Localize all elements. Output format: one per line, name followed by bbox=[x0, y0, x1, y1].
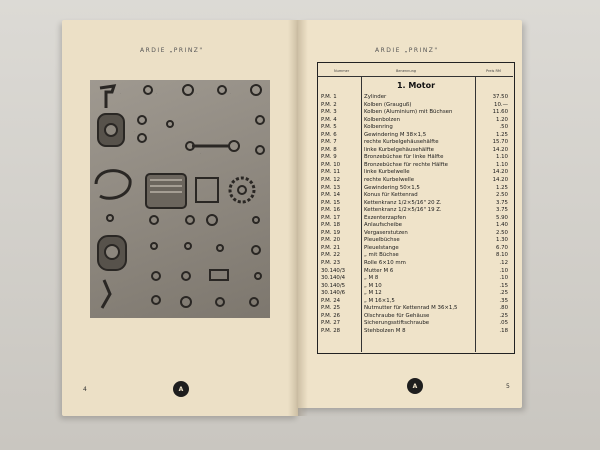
part-price: .10 bbox=[499, 275, 508, 282]
part-description: Anlaufscheibe bbox=[364, 222, 402, 229]
part-number: P.M. 1 bbox=[321, 94, 337, 100]
table-row bbox=[318, 328, 512, 336]
parts-photo-plate bbox=[90, 80, 270, 318]
table-row bbox=[318, 290, 512, 298]
svg-text:·: · bbox=[120, 91, 121, 95]
part-description: Gewindering M 38×1,5 bbox=[364, 131, 427, 138]
part-number: P.M. 27 bbox=[321, 320, 341, 327]
part-price: 8.10 bbox=[495, 252, 508, 259]
part-price: 1.10 bbox=[495, 154, 508, 161]
table-row bbox=[318, 94, 512, 102]
ardie-logo: A bbox=[173, 381, 189, 397]
part-price: 2.50 bbox=[495, 192, 508, 199]
part-price: 1.20 bbox=[495, 116, 508, 123]
table-row bbox=[318, 102, 512, 110]
part-price: 14.20 bbox=[492, 146, 508, 153]
table-row bbox=[318, 252, 512, 260]
part-price: .10 bbox=[499, 267, 508, 274]
part-price: 1.10 bbox=[495, 161, 508, 168]
part-number: P.M. 19 bbox=[321, 229, 341, 236]
table-row bbox=[318, 109, 512, 117]
part-price: 15.70 bbox=[492, 139, 508, 146]
part-number: P.M. 21 bbox=[321, 244, 341, 251]
part-description: Vergaserstutzen bbox=[364, 229, 408, 236]
part-number: P.M. 26 bbox=[321, 312, 341, 319]
ardie-logo: A bbox=[407, 378, 423, 394]
part-number: P.M. 20 bbox=[321, 237, 341, 244]
part-description: rechte Kurbelwelle bbox=[364, 177, 415, 184]
part-number: P.M. 23 bbox=[321, 260, 341, 267]
table-row bbox=[318, 230, 512, 238]
table-row bbox=[318, 320, 512, 328]
table-row bbox=[318, 245, 512, 253]
table-row bbox=[318, 117, 512, 125]
part-price: 3.75 bbox=[495, 207, 508, 214]
part-number: P.M. 28 bbox=[321, 327, 341, 334]
part-description: Kolbenring bbox=[364, 124, 393, 131]
part-description: Nutmutter für Kettenrad M 36×1,5 bbox=[364, 305, 458, 312]
part-price: 3.75 bbox=[495, 199, 508, 206]
part-price: 37.50 bbox=[492, 94, 508, 100]
part-number: P.M. 15 bbox=[321, 199, 341, 206]
part-number: P.M. 14 bbox=[321, 192, 341, 199]
part-description: Rolle 6×10 mm bbox=[364, 260, 406, 267]
part-description: Kolben (Grauguß) bbox=[364, 101, 412, 108]
table-row bbox=[318, 132, 512, 140]
part-price: 1.40 bbox=[495, 222, 508, 229]
part-number: P.M. 13 bbox=[321, 184, 341, 191]
part-description: „ mit Büchse bbox=[364, 252, 399, 259]
part-price: .80 bbox=[499, 305, 508, 312]
part-number: 30.140/3 bbox=[321, 267, 346, 274]
part-price: .05 bbox=[499, 320, 508, 327]
part-price: .50 bbox=[499, 124, 508, 131]
part-number: 30.140/5 bbox=[321, 282, 346, 289]
part-price: .25 bbox=[499, 312, 508, 319]
part-number: P.M. 18 bbox=[321, 222, 341, 229]
part-number: P.M. 12 bbox=[321, 177, 341, 184]
part-price: 11.60 bbox=[492, 109, 508, 116]
part-price: 14.20 bbox=[492, 177, 508, 184]
part-description: Ölschraube für Gehäuse bbox=[364, 312, 430, 319]
table-row bbox=[318, 275, 512, 283]
part-number: P.M. 2 bbox=[321, 101, 337, 108]
table-row bbox=[318, 313, 512, 321]
part-price: 5.90 bbox=[495, 214, 508, 221]
part-description: Kolbenbolzen bbox=[364, 116, 400, 123]
part-description: Konus für Kettenrad bbox=[364, 192, 418, 199]
part-description: rechte Kurbelgehäusehälfte bbox=[364, 139, 439, 146]
part-description: „ M 12 bbox=[364, 290, 382, 297]
part-price: 1.25 bbox=[495, 184, 508, 191]
part-description: Stehbolzen M 8 bbox=[364, 327, 406, 334]
table-row bbox=[318, 283, 512, 291]
part-price: .18 bbox=[499, 327, 508, 334]
right-page-number: 5 bbox=[506, 383, 510, 390]
part-description: Bronzebüchse für linke Hälfte bbox=[364, 154, 444, 161]
part-price: 1.25 bbox=[495, 131, 508, 138]
parts-table-body bbox=[318, 94, 512, 336]
part-price: 1.30 bbox=[495, 237, 508, 244]
part-description: Kettenkranz 1/2×5/16" 20 Z. bbox=[364, 199, 442, 206]
left-page-number: 4 bbox=[83, 386, 87, 393]
parts-illustration bbox=[90, 80, 270, 318]
part-description: „ M 8 bbox=[364, 275, 379, 282]
svg-text:·: · bbox=[134, 129, 135, 133]
part-number: P.M. 7 bbox=[321, 139, 337, 146]
part-description: Kolben (Aluminium) mit Büchsen bbox=[364, 109, 453, 116]
part-number: P.M. 8 bbox=[321, 146, 337, 153]
table-row bbox=[318, 177, 512, 185]
part-price: 2.50 bbox=[495, 229, 508, 236]
table-row bbox=[318, 139, 512, 147]
part-description: Zylinder bbox=[364, 94, 387, 100]
table-row bbox=[318, 298, 512, 306]
part-description: Pleuelbüchse bbox=[364, 237, 400, 244]
col-header-description: Benennung bbox=[396, 69, 417, 73]
table-row bbox=[318, 215, 512, 223]
part-description: „ M 16×1,5 bbox=[364, 297, 395, 304]
table-row bbox=[318, 185, 512, 193]
part-number: P.M. 4 bbox=[321, 116, 337, 123]
part-number: P.M. 3 bbox=[321, 109, 337, 116]
left-running-head: ARDIE „PRINZ" bbox=[140, 47, 204, 54]
part-number: P.M. 6 bbox=[321, 131, 337, 138]
part-number: 30.140/6 bbox=[321, 290, 346, 297]
part-number: P.M. 24 bbox=[321, 297, 341, 304]
svg-text:·: · bbox=[196, 91, 197, 95]
booklet-spine bbox=[288, 20, 308, 416]
part-number: P.M. 5 bbox=[321, 124, 337, 131]
table-row bbox=[318, 169, 512, 177]
table-row bbox=[318, 207, 512, 215]
part-price: 6.70 bbox=[495, 244, 508, 251]
part-number: P.M. 17 bbox=[321, 214, 341, 221]
part-description: Kettenkranz 1/2×5/16" 19 Z. bbox=[364, 207, 442, 214]
part-number: P.M. 25 bbox=[321, 305, 341, 312]
table-row bbox=[318, 305, 512, 313]
table-row bbox=[318, 237, 512, 245]
col-header-number: Nummer bbox=[334, 69, 350, 73]
part-description: Exzenterzapfen bbox=[364, 214, 406, 221]
part-price: 14.20 bbox=[492, 169, 508, 176]
part-number: 30.140/4 bbox=[321, 275, 346, 282]
table-row bbox=[318, 222, 512, 230]
svg-text:·: · bbox=[230, 91, 231, 95]
part-number: P.M. 22 bbox=[321, 252, 341, 259]
table-row bbox=[318, 260, 512, 268]
part-price: .35 bbox=[499, 297, 508, 304]
svg-text:·: · bbox=[156, 91, 157, 95]
table-row bbox=[318, 124, 512, 132]
right-running-head: ARDIE „PRINZ" bbox=[375, 47, 439, 54]
part-number: P.M. 10 bbox=[321, 161, 341, 168]
part-price: .25 bbox=[499, 290, 508, 297]
part-price: .12 bbox=[499, 260, 508, 267]
part-number: P.M. 16 bbox=[321, 207, 341, 214]
part-description: „ M 10 bbox=[364, 282, 382, 289]
table-header-rule bbox=[317, 76, 513, 77]
part-description: linke Kurbelwelle bbox=[364, 169, 410, 176]
part-description: Bronzebüchse für rechte Hälfte bbox=[364, 161, 448, 168]
part-price: .15 bbox=[499, 282, 508, 289]
part-description: linke Kurbelgehäusehälfte bbox=[364, 146, 434, 153]
part-description: Mutter M 6 bbox=[364, 267, 394, 274]
table-row bbox=[318, 192, 512, 200]
part-description: Sicherungsstiftschraube bbox=[364, 320, 430, 327]
part-description: Gewindering 50×1,5 bbox=[364, 184, 420, 191]
table-row bbox=[318, 147, 512, 155]
table-row bbox=[318, 200, 512, 208]
part-number: P.M. 11 bbox=[321, 169, 341, 176]
col-header-price: Preis RM bbox=[486, 69, 501, 73]
svg-text:·: · bbox=[200, 151, 201, 155]
part-price: 10.— bbox=[494, 101, 508, 108]
part-description: Pleuelstange bbox=[364, 244, 399, 251]
section-title: 1. Motor bbox=[396, 81, 436, 90]
table-row bbox=[318, 162, 512, 170]
table-row bbox=[318, 268, 512, 276]
part-number: P.M. 9 bbox=[321, 154, 337, 161]
table-row bbox=[318, 154, 512, 162]
